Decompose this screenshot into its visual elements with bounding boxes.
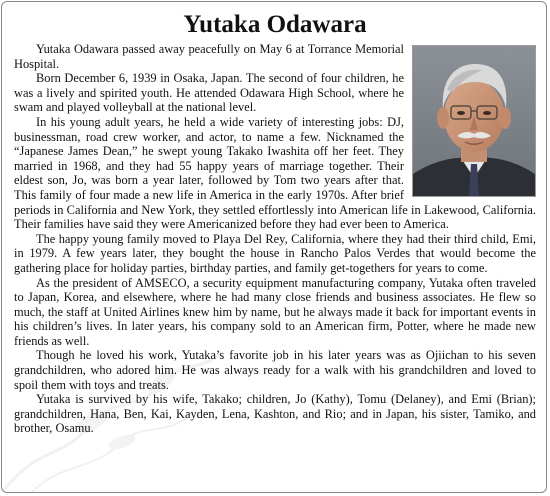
paragraph-5: As the president of AMSECO, a security equipment manufacturing company, Yutaka often traveled to Japan, Korea, and elsewhere, where he had many close friends and business associates. He flew so much, the staff at United Airlines knew him by name, but he always made it back for important events in his children’s lives. In later years, his company sold to an American firm, Potter, where he made new friends as well.	[14, 275, 536, 348]
paragraph-6: Though he loved his work, Yutaka’s favorite job in his later years was as Ojiichan to his seven grandchildren, who adored him. He was always ready for a walk with his grandchildren and loved to spoil them with toys and treats.	[14, 348, 536, 392]
paragraph-7: Yutaka is survived by his wife, Takako; children, Jo (Kathy), Tomu (Delaney), and Emi (Brian); grandchildren, Hana, Ben, Kai, Kayden, Lena, Kashton, and Rio; and in Japan, his sister, Tamiko, and brother, Osamu.	[14, 392, 536, 436]
paragraph-2: Born December 6, 1939 in Osaka, Japan. The second of four children, he was a lively and spirited youth. He attended Odawara High School, where he swam and played volleyball at the national level.	[14, 71, 404, 115]
obituary-text	[14, 42, 536, 436]
portrait-photo	[412, 45, 536, 197]
paragraph-1: Yutaka Odawara passed away peacefully on May 6 at Torrance Memorial Hospital.	[14, 42, 404, 71]
portrait-image	[413, 46, 535, 196]
paragraph-3: In his young adult years, he held a wide variety of interesting jobs: DJ, businessman, road crew worker, and actor, to name a few. Nicknamed the “Japanese James Dean,” he swept young Takako Iwashita off her feet. They married in 1968, and they had 55 happy years of marriage together. Their eldest son, Jo, was born a year later, followed by Tom two years after that. This family of four made a new life in America in the early 1970s. After brief periods in California and New York, they settled effortlessly into American life in Lakewood, California. Their families have said they were Americanized before they had ever been to America.	[14, 114, 536, 232]
obituary-title: Yutaka Odawara	[183, 11, 367, 38]
obituary-card	[1, 1, 547, 493]
paragraph-4: The happy young family moved to Playa Del Rey, California, where they had their third child, Emi, in 1979. A few years later, they bought the house in Rancho Palos Verdes that would become the gathering place for holiday parties, birthday parties, and family get-togethers for years to come.	[14, 231, 536, 275]
